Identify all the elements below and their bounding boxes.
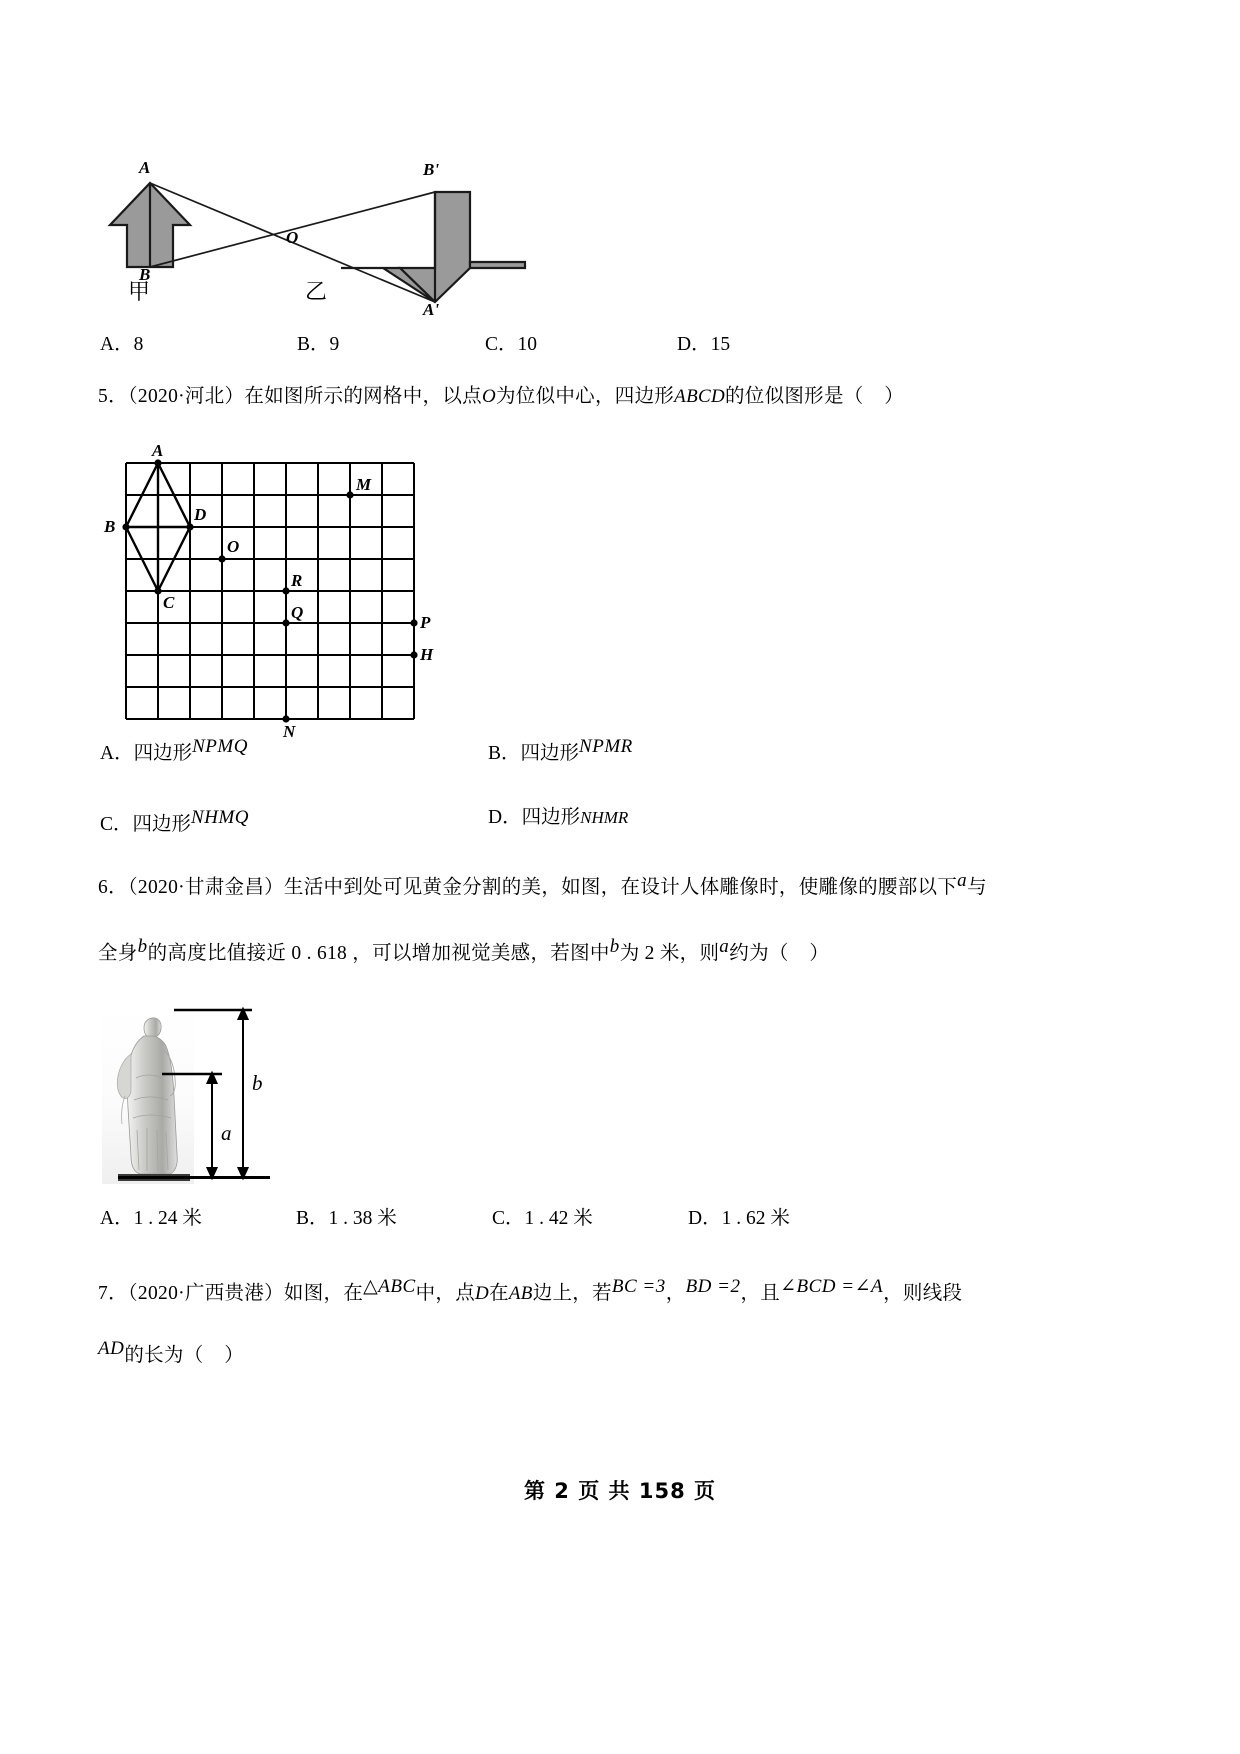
grid-label-a: A — [152, 441, 164, 460]
question-6-stem-line-1: 6．（2020·甘肃金昌）生活中到处可见黄金分割的美，如图，在设计人体雕像时，使雕像的腰部以下a与 — [98, 870, 987, 898]
grid-point-r — [282, 587, 289, 594]
question-5-stem: 5．（2020·河北）在如图所示的网格中，以点O为位似中心，四边形ABCD的位似图形是（ ） — [98, 386, 905, 407]
question-5-var-ABCD: ABCD — [674, 386, 725, 407]
grid-point-p — [410, 619, 417, 626]
point-label-A: A — [139, 158, 151, 177]
quadrilateral-abcd — [126, 463, 190, 591]
grid-point-q — [282, 619, 289, 626]
grid-point-h — [410, 651, 417, 658]
grid-point-o — [218, 555, 225, 562]
question-6-text-4: 的高度比值接近 0 . 618 ，可以增加视觉美感，若图中 — [147, 943, 610, 964]
question-5-source: （2020·河北） — [127, 386, 245, 407]
question-6-var-b-2: b — [609, 936, 620, 957]
option-B[interactable]: B．1 . 38 米 — [296, 1208, 397, 1229]
option-B-quad: NPMR — [579, 736, 633, 757]
question-7-eq-bc: BC =3 — [611, 1276, 666, 1297]
question-7-var-AB: AB — [508, 1283, 533, 1304]
question-5-number: 5 — [98, 386, 109, 407]
question-6-text-2: 与 — [967, 877, 987, 898]
arrow-right-wing2 — [470, 262, 525, 268]
grid-label-o: O — [227, 537, 240, 556]
option-C[interactable]: C．1 . 42 米 — [492, 1208, 593, 1229]
question-7-eq-bd: BD =2 — [685, 1276, 741, 1297]
question-6-text-1: 生活中到处可见黄金分割的美，如图，在设计人体雕像时，使雕像的腰部以下 — [283, 877, 958, 898]
question-7-stem-line-2 — [98, 1334, 244, 1371]
question-7-triangle-abc: △ABC — [363, 1276, 416, 1297]
option-A[interactable]: A．8 — [100, 334, 144, 355]
option-C[interactable]: C．10 — [485, 334, 538, 355]
question-6-number: 6 — [98, 877, 109, 898]
question-6-stem-line-2 — [98, 932, 829, 969]
question-7-text-8: 的长为（ — [124, 1345, 204, 1366]
point-label-B: B — [139, 265, 151, 284]
option-B[interactable]: B．四边形NPMR — [488, 736, 633, 764]
option-A-quad: NPMQ — [192, 736, 248, 757]
page-footer — [0, 1475, 1240, 1505]
question-6-var-a: a — [957, 870, 968, 891]
grid-lines — [126, 463, 414, 719]
question-7-eq-angle: ∠BCD =∠A — [780, 1276, 884, 1297]
grid-label-n: N — [283, 722, 296, 741]
golden-ratio-statue-figure — [100, 1000, 370, 1190]
question-7-text-1: 如图，在 — [283, 1283, 364, 1304]
question-7-text-5: ， — [665, 1283, 686, 1304]
measure-label-b: b — [252, 1071, 263, 1095]
question-7-text-7: ，则线段 — [883, 1283, 963, 1304]
question-7-number: 7 — [98, 1283, 109, 1304]
option-D[interactable]: D．15 — [677, 334, 731, 355]
question-7-var-AD: AD — [98, 1338, 125, 1359]
question-7-text-3: 在 — [489, 1283, 509, 1304]
question-4-options-row — [100, 330, 1100, 360]
option-D[interactable]: D．1 . 62 米 — [688, 1208, 790, 1229]
question-6-source: （2020·甘肃金昌） — [127, 877, 284, 898]
option-C-quad: NHMQ — [191, 807, 249, 828]
question-6-text-3: 全身 — [98, 943, 138, 964]
grid-label-c: C — [163, 593, 175, 612]
option-D[interactable]: D．四边形NHMR — [488, 807, 629, 828]
grid-label-b: B — [104, 517, 116, 536]
question-7-var-D: D — [475, 1283, 490, 1304]
similarity-grid-figure — [104, 441, 434, 741]
point-label-O: O — [286, 228, 299, 247]
page-footer-text: 第 2 页 共 158 页 — [523, 1479, 716, 1503]
question-7-source: （2020·广西贵港） — [127, 1283, 284, 1304]
point-label-A-prime: A' — [423, 300, 440, 319]
question-5-text-3: 的位似图形是（ — [724, 386, 864, 407]
grid-point-m — [346, 491, 353, 498]
figure-caption-jia: 甲 — [128, 280, 151, 305]
point-label-B-prime: B' — [423, 160, 440, 179]
option-B[interactable]: B．9 — [297, 334, 340, 355]
grid-label-q: Q — [291, 603, 304, 622]
question-5-text-2: 为位似中心，四边形 — [495, 386, 675, 407]
option-C[interactable]: C．四边形NHMQ — [100, 807, 249, 835]
grid-point-d — [186, 523, 193, 530]
question-7-text-9: ） — [224, 1345, 245, 1366]
grid-label-m: M — [356, 475, 372, 494]
question-6-text-7: ） — [809, 943, 830, 964]
option-A[interactable]: A．1 . 24 米 — [100, 1208, 202, 1229]
grid-label-p: P — [420, 613, 431, 632]
question-7-stem-line-1: 7．（2020·广西贵港）如图，在△ABC中，点D在AB边上，若BC =3，BD =2，且∠BCD =∠A，则线段 — [98, 1276, 963, 1304]
figure-caption-yi: 乙 — [305, 280, 328, 305]
question-6-text-6: 约为（ — [729, 943, 789, 964]
grid-point-b — [122, 523, 129, 530]
question-6-var-a-2: a — [719, 936, 730, 957]
question-6-text-5: 为 2 米，则 — [619, 943, 720, 964]
grid-label-h: H — [420, 645, 434, 664]
grid-point-c — [154, 587, 161, 594]
grid-label-r: R — [291, 571, 303, 590]
question-7-text-2: 中，点 — [415, 1283, 476, 1304]
question-5-var-O: O — [481, 386, 496, 407]
question-5-text-1: 在如图所示的网格中，以点 — [244, 386, 482, 407]
measure-b-arrow — [239, 1009, 248, 1178]
question-7-text-6: ，且 — [740, 1283, 781, 1304]
measure-label-a: a — [221, 1121, 232, 1145]
grid-label-d: D — [194, 505, 207, 524]
option-A[interactable]: A．四边形NPMQ — [100, 736, 248, 764]
option-D-quad: NHMR — [580, 808, 629, 827]
question-6-var-b-1: b — [137, 936, 148, 957]
question-5-text-4: ） — [884, 386, 905, 407]
measure-a-arrow — [208, 1073, 217, 1178]
question-7-text-4: 边上，若 — [532, 1283, 612, 1304]
